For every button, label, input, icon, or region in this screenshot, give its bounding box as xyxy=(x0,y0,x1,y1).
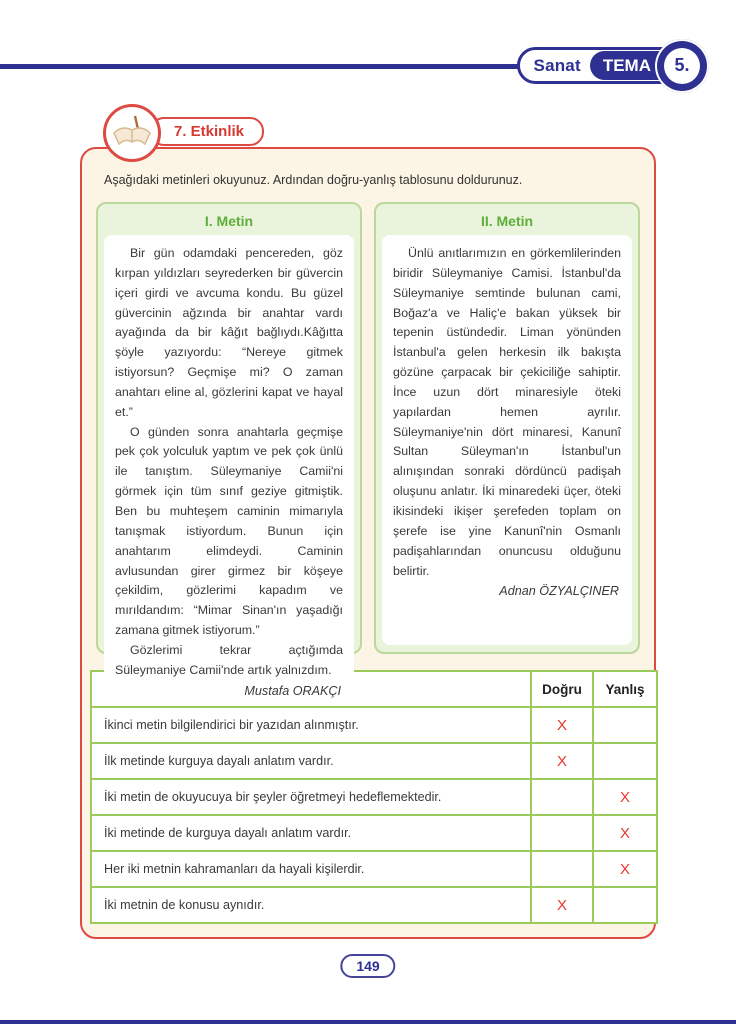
table-row xyxy=(91,815,657,851)
activity-badge xyxy=(150,117,264,146)
footer-rule xyxy=(0,1020,736,1024)
yanlis-cell: X xyxy=(593,815,657,851)
theme-badge xyxy=(517,47,700,84)
yanlis-cell xyxy=(593,743,657,779)
table-row xyxy=(91,743,657,779)
text-2-author: Adnan ÖZYALÇINER xyxy=(499,584,619,599)
true-false-table xyxy=(90,670,652,924)
text-1-title: I. Metin xyxy=(204,213,254,229)
table-row xyxy=(91,887,657,923)
dogru-cell: X xyxy=(531,707,593,743)
dogru-cell: X xyxy=(531,743,593,779)
section-label: Sanat xyxy=(533,55,581,75)
text-2-body xyxy=(382,235,632,645)
statement-cell: İkinci metin bilgilendirici bir yazıdan alınmıştır. xyxy=(91,707,531,743)
text-box-2 xyxy=(374,202,640,654)
text-1-body xyxy=(104,235,354,706)
statement-cell: İki metinde de kurguya dayalı anlatım vardır. xyxy=(91,815,531,851)
activity-instruction: Aşağıdaki metinleri okuyunuz. Ardından doğru-yanlış tablosunu doldurunuz. xyxy=(104,173,523,187)
table-row xyxy=(91,779,657,815)
yanlis-cell xyxy=(593,887,657,923)
yanlis-cell: X xyxy=(593,779,657,815)
dogru-cell xyxy=(531,815,593,851)
text-1-paragraph: O günden sonra anahtarla geçmişe pek çok yolculuk yaptım ve pek çok ünlü ile tanıştım. Süleymaniye Camii'ni görmek için tüm sınıf geziye gitmiştik. Ben bu muhteşem caminin mimarıyla tanışmak istiyordum. Bunun için anahtarım elimdeydi. Caminin avlusundan girer girmez bir köşeye çekildim, gözlerimi kapadım ve mırıldandım: “Mimar Sinan'ın yaşadığı zamana gitmek istiyorum.” xyxy=(115,424,343,638)
text-box-1 xyxy=(96,202,362,698)
statement-cell: İlk metinde kurguya dayalı anlatım vardır. xyxy=(91,743,531,779)
text-1-paragraph: Gözlerimi tekrar açtığımda Süleymaniye Camii'nde artık yalnızdım. xyxy=(115,642,343,677)
book-pencil-icon xyxy=(103,104,161,162)
page-number: 149 xyxy=(340,954,395,978)
text-2-paragraph: Ünlü anıtlarımızın en görkemlilerinden biridir Süleymaniye Camisi. İstanbul'da Süleymaniye semtinde bulunan cami, Boğaz'a ve Haliç'e bakan yüksek bir tepenin üstündedir. Liman yönünden İstanbul'a gelen herkesin ilk bakışta gözüne çarpacak bir çekiciliğe sahiptir. İnce uzun dört minaresiyle öteki yapılardan hemen ayrılır. Süleymaniye'nin dört minaresi, Kanunî Sultan Süleyman'ın İstanbul'un alınışından sonraki dördüncü padişah oluşunu anlatır. İki minaredeki üçer, öteki ikisindeki ikişer şerefeden toplam on şerefe ise yine Kanunî'nin Osmanlı padişahlarından onuncusu olduğunu belirtir. xyxy=(393,246,621,578)
activity-card xyxy=(80,147,656,939)
column-header-yanlis: Yanlış xyxy=(593,671,657,707)
dogru-cell: X xyxy=(531,887,593,923)
statement-cell: Her iki metnin kahramanları da hayali kişilerdir. xyxy=(91,851,531,887)
table-row xyxy=(91,707,657,743)
text-1-author: Mustafa ORAKÇI xyxy=(244,683,341,698)
text-1-paragraph: Bir gün odamdaki pencereden, göz kırpan yıldızları seyrederken bir güvercin içeri girdi ve avcuma kondu. Bu güzel güvercinin ağzında bir anahtar vardı ayağında da bir kâğıt bağlıydı.Kâğıtta şöyle yazıyordu: “Nereye gitmek istiyorsun? Geçmişe mi? O zaman anahtarı eline al, gözlerini kapat ve hayal et.” xyxy=(115,246,343,419)
theme-label: TEMA xyxy=(590,51,675,80)
theme-number: 5. xyxy=(664,48,700,84)
dogru-cell xyxy=(531,779,593,815)
statement-cell: İki metnin de konusu aynıdır. xyxy=(91,887,531,923)
yanlis-cell xyxy=(593,707,657,743)
activity-badge-label: 7. Etkinlik xyxy=(174,123,245,140)
dogru-cell xyxy=(531,851,593,887)
yanlis-cell: X xyxy=(593,851,657,887)
theme-number-circle xyxy=(655,39,709,93)
table-row xyxy=(91,851,657,887)
statement-cell: İki metin de okuyucuya bir şeyler öğretmeyi hedeflemektedir. xyxy=(91,779,531,815)
text-2-title: II. Metin xyxy=(480,213,534,229)
column-header-dogru: Doğru xyxy=(531,671,593,707)
